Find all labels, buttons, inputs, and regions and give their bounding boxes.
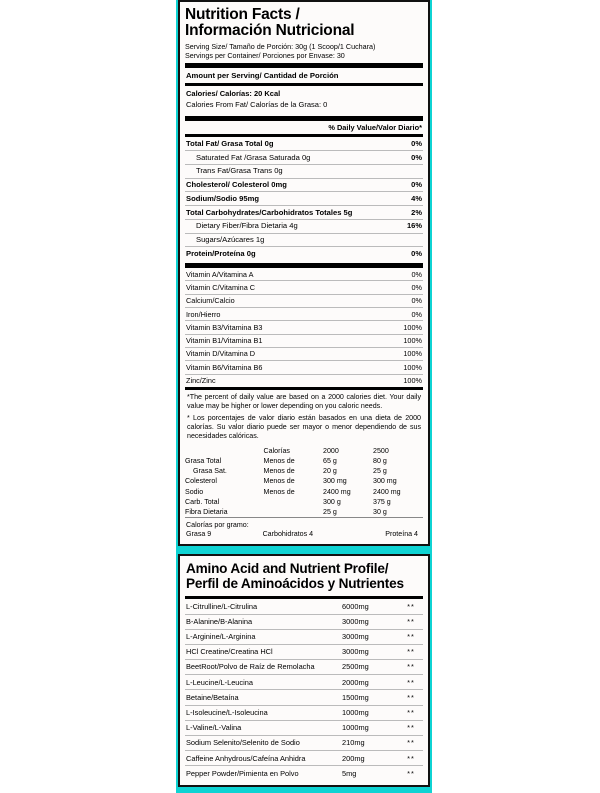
vitamin-daily-value: 0%	[411, 282, 422, 292]
calories-per-gram-heading: Calorías por gramo:	[186, 520, 249, 529]
amino-panel-title	[185, 560, 423, 596]
amino-daily-value: **	[407, 677, 415, 687]
amino-row	[185, 675, 423, 689]
amino-amount: 1000mg	[342, 723, 369, 733]
reference-row	[185, 486, 423, 496]
amino-row	[185, 766, 423, 780]
amino-amount: 1500mg	[342, 692, 369, 702]
reference-limit	[264, 507, 324, 517]
amino-name: L-Leucine/L-Leucina	[186, 677, 253, 687]
amino-row	[185, 660, 423, 674]
serving-size: Serving Size/ Tamaño de Porción: 30g (1 Scoop/1 Cuchara)	[185, 41, 376, 51]
reference-row	[185, 466, 423, 476]
nutrient-row	[185, 165, 423, 178]
nutrient-name: Total Carbohydrates/Carbohidratos Totales 5g	[186, 207, 353, 217]
reference-2500: 25 g	[373, 467, 387, 476]
amino-name: L-Arginine/L-Arginina	[186, 632, 256, 642]
amino-amount: 3000mg	[342, 647, 369, 657]
nutrient-rows	[185, 137, 423, 260]
nutrient-daily-value: 0%	[411, 152, 422, 162]
nutrient-name: Sugars/Azúcares 1g	[196, 235, 265, 245]
footnote-en: *The percent of daily value are based on a 2000 calories diet. Your daily value may be higher or lower depending on you caloric needs.	[187, 392, 421, 411]
reference-name: Grasa Sat.	[193, 467, 227, 476]
vitamin-row	[185, 321, 423, 333]
reference-2500: 80 g	[373, 456, 387, 465]
nutrient-row	[185, 137, 423, 150]
reference-row	[185, 507, 423, 517]
calories-per-gram-carbs: Carbohidratos 4	[262, 530, 314, 539]
amino-name: Caffeine Anhydrous/Cafeína Anhidra	[186, 753, 306, 763]
reference-name: Carb. Total	[185, 497, 220, 506]
vitamin-daily-value: 100%	[403, 336, 422, 346]
nutrient-row	[185, 234, 423, 247]
nutrient-name: Total Fat/ Grasa Total 0g	[186, 138, 274, 148]
reference-row	[185, 476, 423, 486]
amino-daily-value: **	[407, 647, 415, 657]
reference-name: Sodio	[185, 487, 204, 496]
amino-amount: 200mg	[342, 753, 365, 763]
amino-amount: 3000mg	[342, 616, 369, 626]
footnote-block	[185, 390, 423, 444]
calories-per-gram-fat: Grasa 9	[186, 530, 212, 539]
vitamin-name: Vitamin B1/Vitamina B1	[186, 336, 263, 346]
reference-name: Fibra Dietaria	[185, 507, 228, 516]
nutrient-row	[185, 220, 423, 233]
reference-limit: Menos de	[263, 477, 295, 486]
serving-info	[185, 43, 423, 61]
amino-name: Betaine/Betaína	[186, 692, 239, 702]
amino-daily-value: **	[407, 768, 415, 778]
nutrient-name: Trans Fat/Grasa Trans 0g	[196, 166, 283, 176]
vitamin-row	[185, 308, 423, 320]
reference-limit: Menos de	[263, 467, 295, 476]
vitamin-name: Vitamin B3/Vitamina B3	[186, 322, 263, 332]
amino-name: BeetRoot/Polvo de Raíz de Remolacha	[186, 662, 315, 672]
nutrient-daily-value: 16%	[406, 221, 422, 231]
amino-row	[185, 630, 423, 644]
nutrient-name: Dietary Fiber/Fibra Dietaria 4g	[196, 221, 298, 231]
vitamin-row	[185, 375, 423, 387]
reference-header-row	[185, 446, 423, 456]
amino-daily-value: **	[407, 616, 415, 626]
vitamin-row	[185, 268, 423, 280]
nutrient-daily-value: 0%	[411, 180, 422, 190]
amino-daily-value: **	[407, 753, 415, 763]
vitamin-row	[185, 335, 423, 347]
calories-block	[185, 86, 423, 112]
amino-daily-value: **	[407, 632, 415, 642]
vitamin-daily-value: 100%	[403, 376, 422, 386]
amino-row	[185, 690, 423, 704]
nutrition-title-en: Nutrition Facts /	[185, 6, 300, 23]
vitamin-row	[185, 348, 423, 360]
nutrient-row	[185, 247, 423, 260]
reference-row	[185, 456, 423, 466]
reference-name	[185, 446, 264, 456]
amino-row	[185, 736, 423, 750]
vitamin-name: Vitamin C/Vitamina C	[186, 282, 256, 292]
amino-name: Pepper Powder/Pimienta en Polvo	[186, 768, 299, 778]
reference-2500: 300 mg	[373, 477, 397, 486]
reference-2000: 65 g	[323, 456, 337, 465]
supplement-label	[176, 0, 432, 793]
amino-daily-value: **	[407, 708, 415, 718]
reference-limit	[264, 497, 324, 507]
amino-daily-value: **	[407, 601, 415, 611]
reference-2000: 2400 mg	[323, 487, 351, 496]
amino-amount: 2000mg	[342, 677, 369, 687]
vitamin-name: Zinc/Zinc	[186, 376, 216, 386]
amino-daily-value: **	[407, 723, 415, 733]
nutrient-row	[185, 151, 423, 164]
vitamin-row	[185, 361, 423, 373]
amino-amount: 1000mg	[342, 708, 369, 718]
reference-2500: 2400 mg	[373, 487, 401, 496]
amino-amount: 6000mg	[342, 601, 369, 611]
amino-row	[185, 721, 423, 735]
vitamin-rows	[185, 268, 423, 387]
nutrient-row	[185, 192, 423, 205]
vitamin-row	[185, 281, 423, 293]
reference-limit: Menos de	[263, 456, 295, 465]
amino-amount: 3000mg	[342, 632, 369, 642]
amino-amount: 5mg	[342, 768, 357, 778]
nutrition-title-es: Información Nutricional	[185, 22, 355, 40]
reference-limit: Menos de	[263, 487, 295, 496]
amino-rows	[185, 599, 423, 780]
nutrient-name: Protein/Proteína 0g	[186, 249, 256, 258]
amount-per-serving-label: Amount per Serving/ Cantidad de Porción	[186, 71, 339, 81]
amino-acid-panel	[178, 554, 430, 786]
reference-name: Grasa Total	[185, 456, 222, 465]
reference-name: Colesterol	[185, 477, 217, 486]
nutrient-daily-value: 2%	[411, 207, 422, 217]
amino-daily-value: **	[407, 662, 415, 672]
reference-2500: 375 g	[373, 497, 391, 506]
vitamin-name: Vitamin D/Vitamina D	[186, 349, 256, 359]
vitamin-name: Calcium/Calcio	[186, 296, 235, 306]
vitamin-name: Vitamin A/Vitamina A	[186, 269, 254, 279]
reference-2500: 30 g	[373, 507, 387, 516]
nutrient-row	[185, 206, 423, 219]
vitamin-name: Vitamin B6/Vitamina B6	[186, 362, 263, 372]
footnote-es: * Los porcentajes de valor diario están basados en una dieta de 2000 calorías. Su valor diario puede ser mayor o menor dependiendo de sus necesidades calóricas.	[187, 413, 421, 441]
vitamin-daily-value: 0%	[411, 309, 422, 319]
vitamin-daily-value: 100%	[403, 322, 422, 332]
amino-row	[185, 751, 423, 765]
calorie-reference-table	[185, 446, 423, 517]
nutrient-daily-value: 0%	[411, 138, 422, 148]
amino-row	[185, 615, 423, 629]
calories-per-gram-protein: Proteína 4	[385, 530, 418, 539]
amino-name: B-Alanine/B-Alanina	[186, 616, 253, 626]
amino-title-es: Perfil de Aminoácidos y Nutrientes	[186, 576, 404, 592]
nutrient-name: Saturated Fat /Grasa Saturada 0g	[196, 152, 311, 162]
calories-value: Calories/ Calorías: 20 Kcal	[186, 89, 281, 99]
reference-row	[185, 497, 423, 507]
daily-value-header: % Daily Value/Valor Diario*	[328, 123, 422, 133]
amino-name: L-Citrulline/L-Citrulina	[186, 601, 258, 611]
amino-name: Sodium Selenito/Selenito de Sodio	[186, 738, 300, 748]
amino-title-en: Amino Acid and Nutrient Profile/	[186, 561, 389, 577]
nutrient-name: Sodium/Sodio 95mg	[186, 193, 259, 203]
nutrient-daily-value: 0%	[411, 249, 422, 258]
vitamin-daily-value: 0%	[411, 269, 422, 279]
reference-2000: 20 g	[323, 467, 337, 476]
amino-name: L-Valine/L-Valina	[186, 723, 242, 733]
nutrient-daily-value: 4%	[411, 193, 422, 203]
calories-per-gram-block	[185, 518, 423, 540]
amino-name: L-Isoleucine/L-Isoleucina	[186, 708, 268, 718]
vitamin-daily-value: 0%	[411, 296, 422, 306]
reference-2000: 25 g	[323, 507, 337, 516]
reference-2500: 2500	[373, 446, 389, 455]
calories-from-fat-value: Calories From Fat/ Calorías de la Grasa: 0	[186, 99, 328, 109]
amino-daily-value: **	[407, 692, 415, 702]
reference-limit: Calorías	[263, 446, 290, 455]
servings-per-container: Servings per Container/ Porciones por Envase: 30	[185, 50, 345, 60]
reference-2000: 2000	[323, 446, 339, 455]
amino-daily-value: **	[407, 738, 415, 748]
vitamin-daily-value: 100%	[403, 362, 422, 372]
amino-row	[185, 706, 423, 720]
amino-amount: 210mg	[342, 738, 365, 748]
amino-row	[185, 645, 423, 659]
reference-2000: 300 g	[323, 497, 341, 506]
amino-row	[185, 599, 423, 613]
vitamin-daily-value: 100%	[403, 349, 422, 359]
nutrient-row	[185, 179, 423, 192]
amino-name: HCl Creatine/Creatina HCl	[186, 647, 273, 657]
nutrient-name: Cholesterol/ Colesterol 0mg	[186, 180, 287, 190]
amino-amount: 2500mg	[342, 662, 369, 672]
panel-separator-band	[176, 546, 432, 554]
vitamin-row	[185, 295, 423, 307]
vitamin-name: Iron/Hierro	[186, 309, 221, 319]
nutrition-panel-title	[185, 7, 423, 40]
nutrition-facts-panel	[178, 0, 430, 546]
reference-2000: 300 mg	[323, 477, 347, 486]
